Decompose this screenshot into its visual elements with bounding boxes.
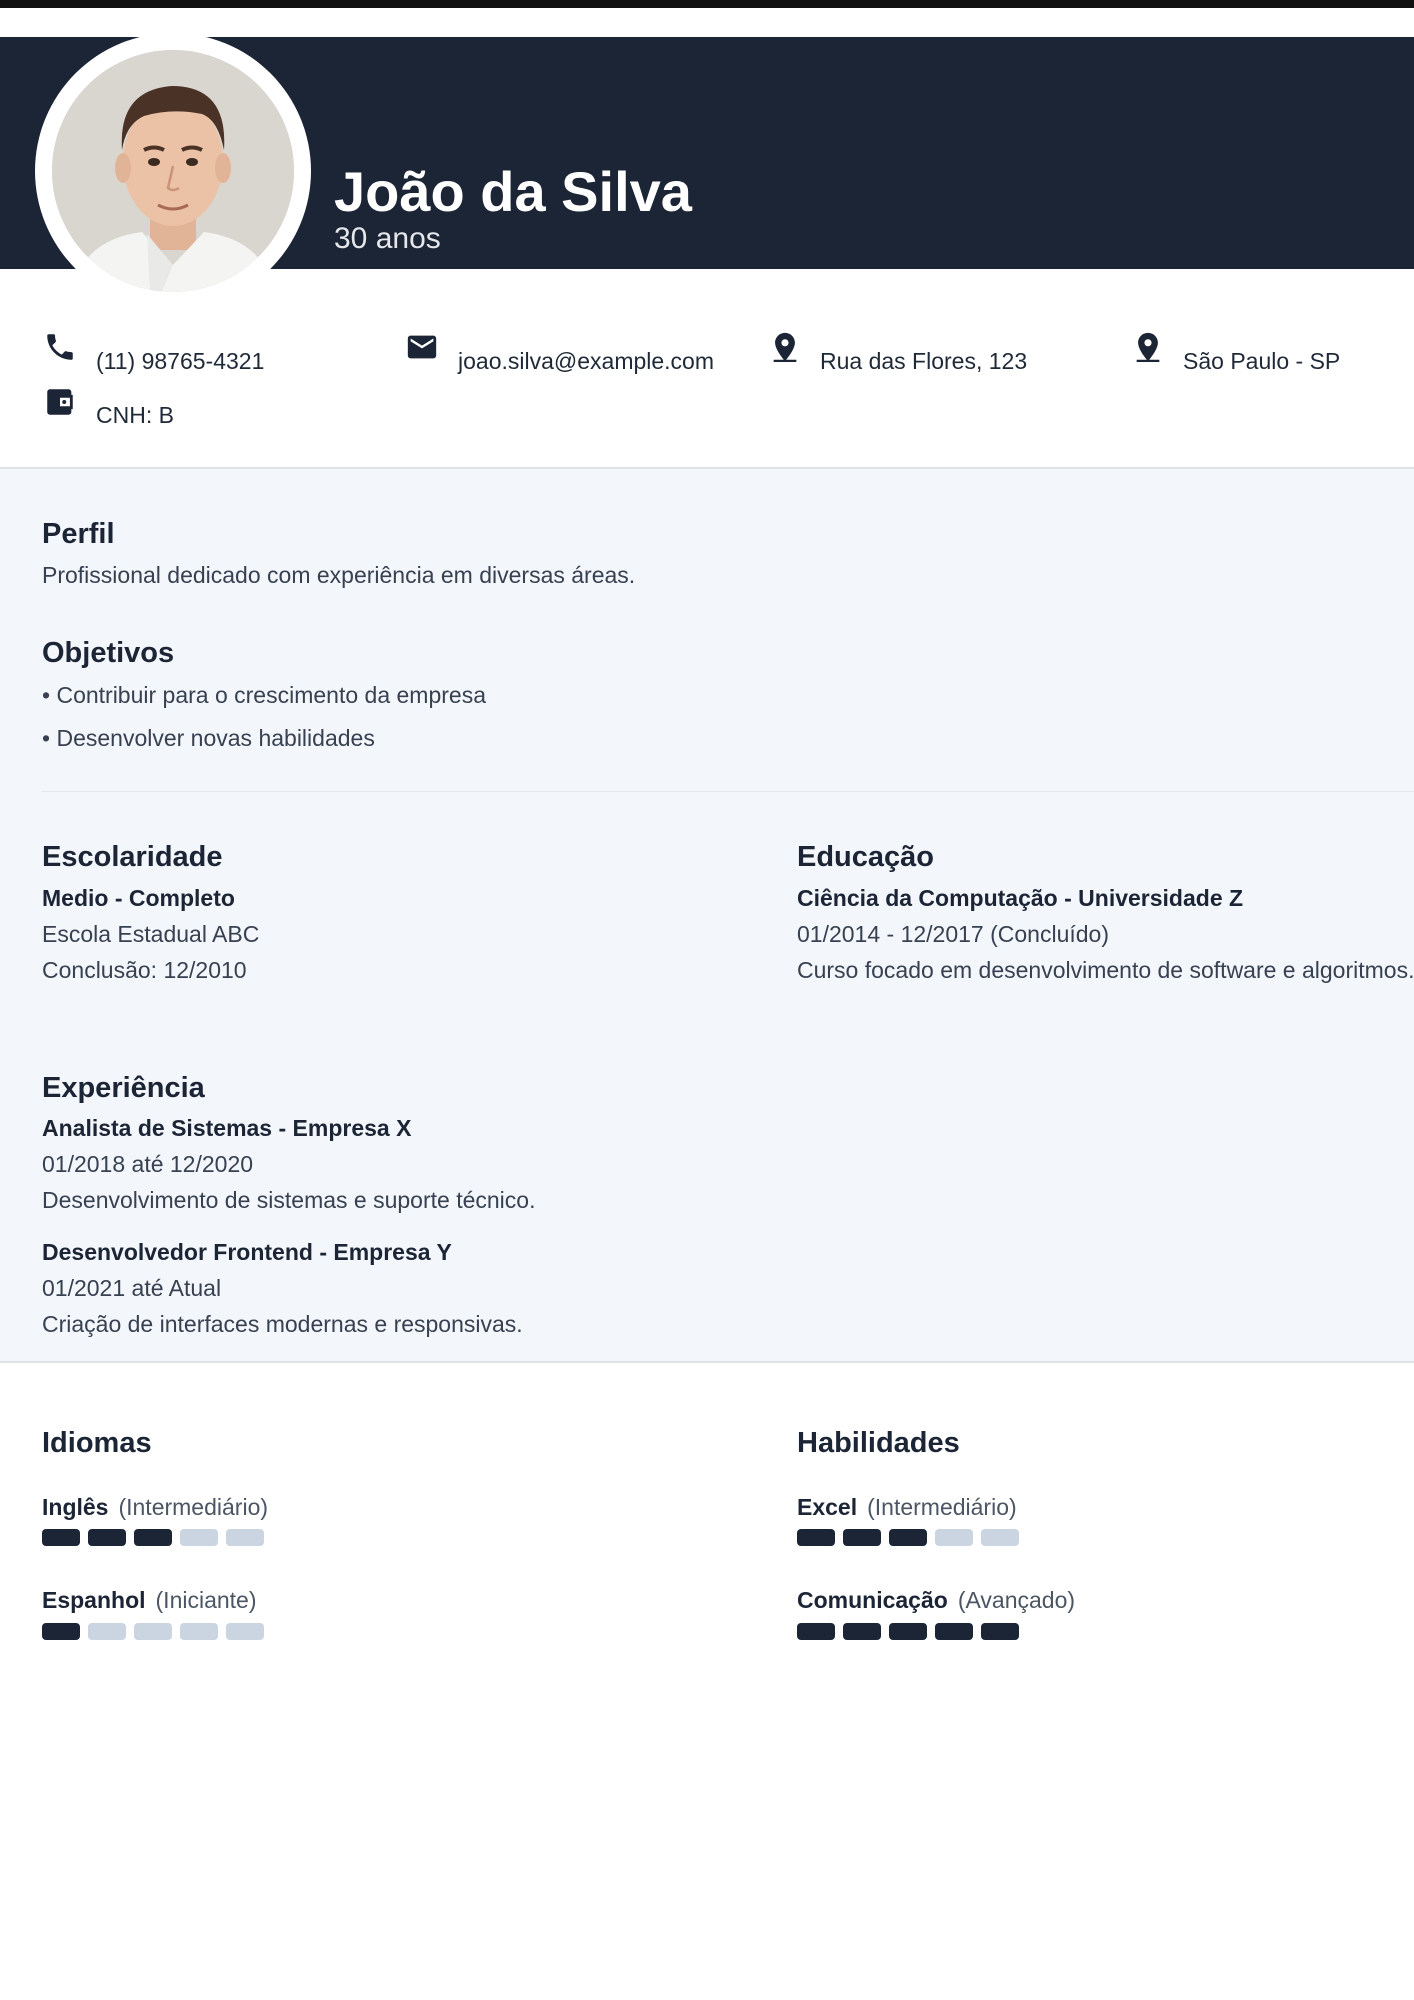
skill-item: Comunicação (Avançado) (797, 1587, 1076, 1613)
rating-bar-filled (134, 1529, 172, 1546)
rating-bar-filled (797, 1529, 835, 1546)
educacao-course: Ciência da Computação - Universidade Z (797, 885, 1244, 911)
rating-bar-filled (981, 1623, 1019, 1640)
objetivo-item: • Desenvolver novas habilidades (42, 725, 375, 751)
contact-phone: (11) 98765-4321 (96, 348, 265, 374)
rating-bar-filled (843, 1623, 881, 1640)
language-item: Inglês (Intermediário) (42, 1494, 269, 1520)
idiomas-heading: Idiomas (42, 1427, 152, 1459)
contact-license: CNH: B (96, 402, 174, 428)
location-pin-icon (1131, 330, 1165, 364)
rating-bar-filled (42, 1623, 80, 1640)
habilidades-heading: Habilidades (797, 1427, 960, 1459)
job-role: Desenvolvedor Frontend - Empresa Y (42, 1239, 452, 1265)
job-period: 01/2021 até Atual (42, 1275, 222, 1301)
wallet-icon (43, 385, 77, 419)
top-bar (0, 0, 1414, 8)
candidate-name: João da Silva (334, 160, 692, 223)
rating-bar-filled (935, 1623, 973, 1640)
avatar (52, 50, 294, 292)
rating-bar-empty (134, 1623, 172, 1640)
rating-bar-empty (935, 1529, 973, 1546)
rating-bar-empty (180, 1623, 218, 1640)
rating-bar-filled (42, 1529, 80, 1546)
rating-bar-filled (889, 1623, 927, 1640)
rating-bar-empty (226, 1529, 264, 1546)
contact-city: São Paulo - SP (1183, 348, 1341, 374)
skill-rating (797, 1529, 1019, 1546)
educacao-heading: Educação (797, 841, 934, 873)
rating-bar-empty (226, 1623, 264, 1640)
job-role: Analista de Sistemas - Empresa X (42, 1115, 412, 1141)
objetivo-item: • Contribuir para o crescimento da empresa (42, 682, 486, 708)
educacao-period: 01/2014 - 12/2017 (Concluído) (797, 921, 1109, 947)
location-pin-icon (768, 330, 802, 364)
divider (0, 1361, 1414, 1363)
experiencia-heading: Experiência (42, 1072, 205, 1104)
language-item: Espanhol (Iniciante) (42, 1587, 257, 1613)
educacao-description: Curso focado em desenvolvimento de software e algoritmos. (797, 957, 1414, 983)
escolaridade-level: Medio - Completo (42, 885, 235, 911)
main-section (0, 469, 1414, 1361)
contact-email: joao.silva@example.com (458, 348, 715, 374)
job-description: Desenvolvimento de sistemas e suporte técnico. (42, 1187, 536, 1213)
escolaridade-heading: Escolaridade (42, 841, 223, 873)
escolaridade-school: Escola Estadual ABC (42, 921, 260, 947)
skill-item: Excel (Intermediário) (797, 1494, 1017, 1520)
rating-bar-filled (797, 1623, 835, 1640)
avatar-frame (35, 33, 311, 309)
skill-rating (797, 1623, 1019, 1640)
language-rating (42, 1529, 264, 1546)
candidate-age: 30 anos (334, 222, 441, 255)
email-icon (405, 330, 439, 364)
rating-bar-empty (981, 1529, 1019, 1546)
rating-bar-filled (889, 1529, 927, 1546)
rating-bar-filled (843, 1529, 881, 1546)
rating-bar-empty (180, 1529, 218, 1546)
perfil-text: Profissional dedicado com experiência em diversas áreas. (42, 562, 636, 588)
job-description: Criação de interfaces modernas e responsivas. (42, 1311, 523, 1337)
rating-bar-empty (88, 1623, 126, 1640)
phone-icon (43, 330, 77, 364)
section-divider (42, 791, 1414, 792)
perfil-heading: Perfil (42, 518, 115, 550)
rating-bar-filled (88, 1529, 126, 1546)
contact-address: Rua das Flores, 123 (820, 348, 1028, 374)
job-period: 01/2018 até 12/2020 (42, 1151, 254, 1177)
escolaridade-conclusion: Conclusão: 12/2010 (42, 957, 247, 983)
objetivos-heading: Objetivos (42, 637, 175, 669)
language-rating (42, 1623, 264, 1640)
